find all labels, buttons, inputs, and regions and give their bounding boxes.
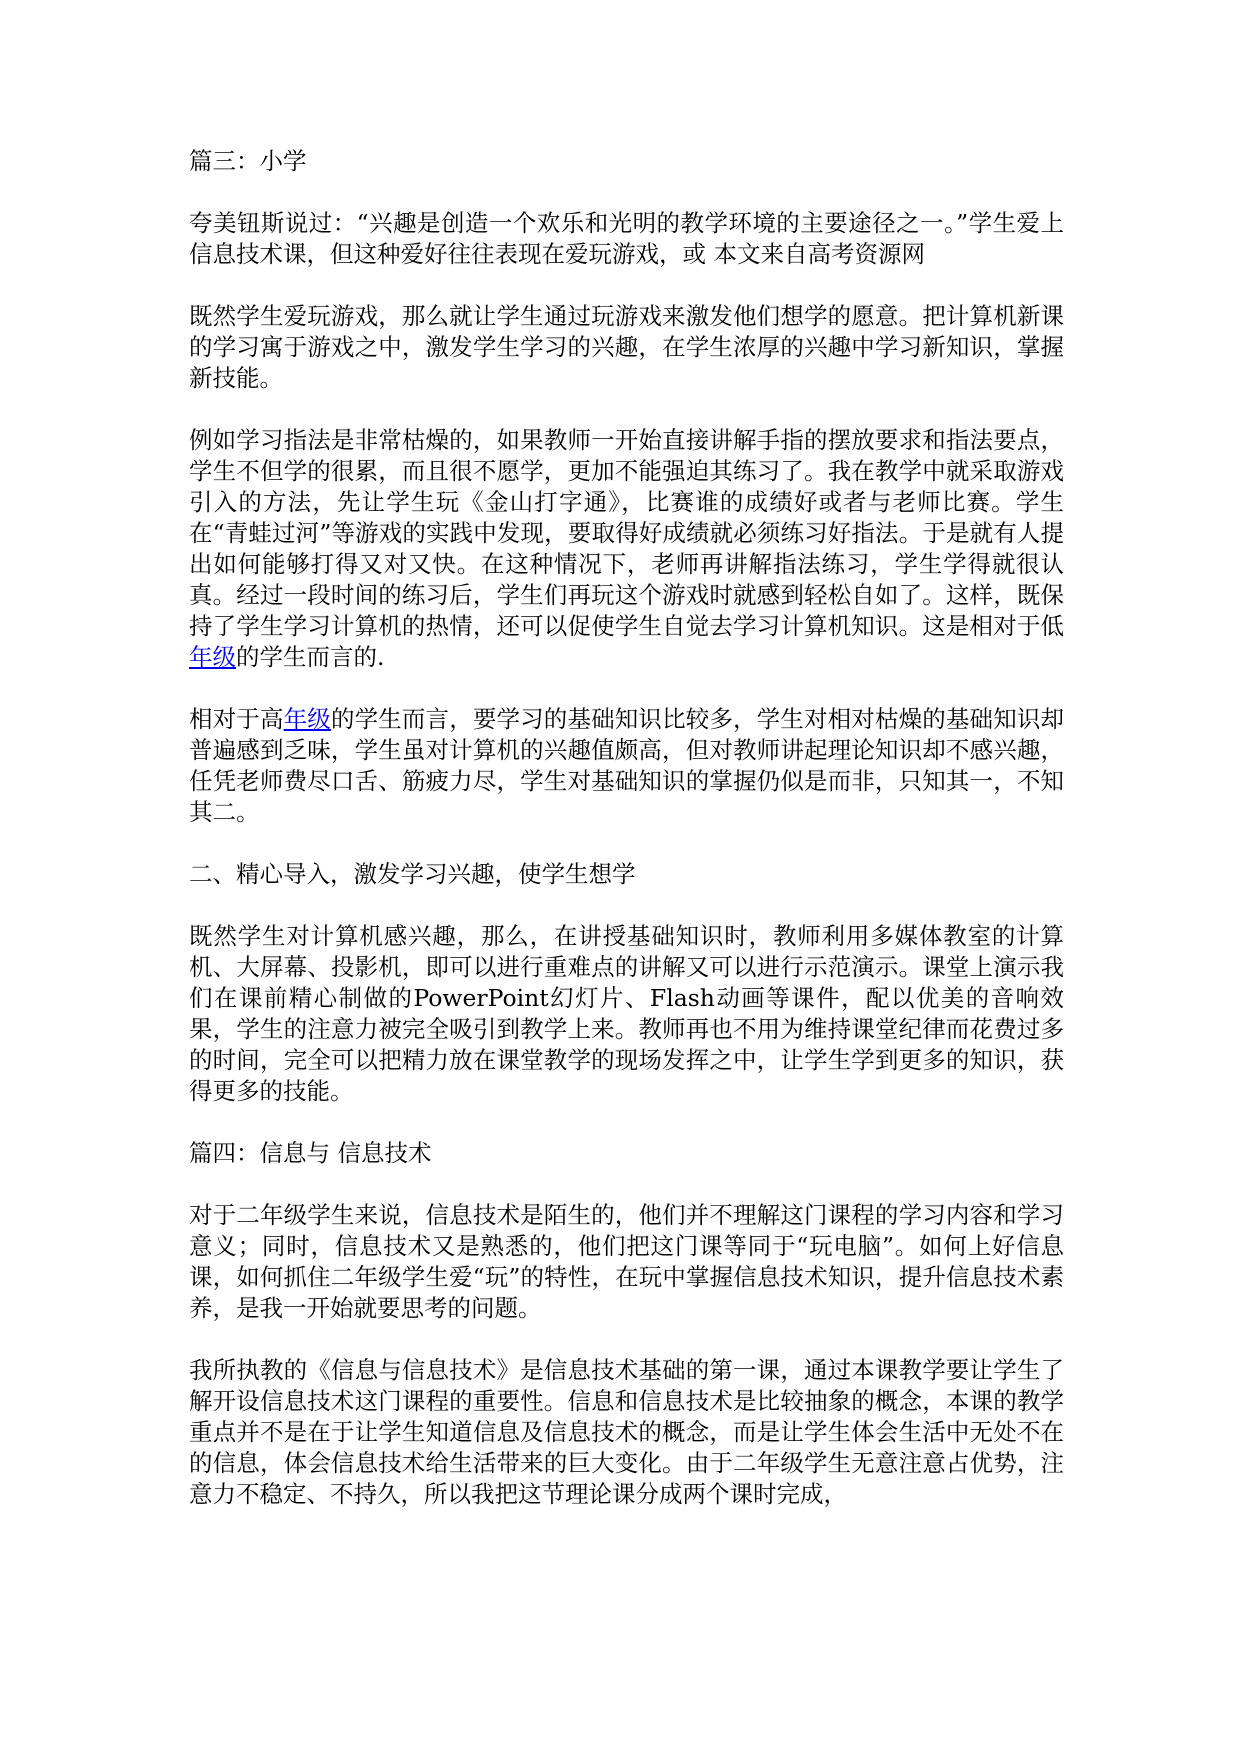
section-heading: [189, 146, 1064, 177]
text-run: 例如学习指法是非常枯燥的，如果教师一开始直接讲解手指的摆放要求和指法要点，学生不但学的很累，而且很不愿学，更加不能强迫其练习了。我在教学中就采取游戏引入的方法，先让学生玩《金山打字通》，比赛谁的成绩好或者与老师比赛。学生在“青蛙过河”等游戏的实践中发现，要取得好成绩就必须练习好指法。于是就有人提出如何能够打得又对又快。在这种情况下，老师再讲解指法练习，学生学得就很认真。经过一段时间的练习后，学生们再玩这个游戏时就感到轻松自如了。这样，既保持了学生学习计算机的热情，还可以促使学生自觉去学习计算机知识。这是相对于低: [189, 426, 1064, 640]
document-body: [189, 146, 1064, 1541]
text-run: 二、精心导入，激发学习兴趣，使学生想学: [189, 860, 636, 888]
text-run: 既然学生对计算机感兴趣，那么，在讲授基础知识时，教师利用多媒体教室的计算机、大屏幕、投影机，即可以进行重难点的讲解又可以进行示范演示。课堂上演示我们在课前精心制做的PowerPoint幻灯片、Flash动画等课件，配以优美的音响效果，学生的注意力被完全吸引到教学上来。教师再也不用为维持课堂纪律而花费过多的时间，完全可以把精力放在课堂教学的现场发挥之中，让学生学到更多的知识，获得更多的技能。: [189, 922, 1064, 1105]
text-run: 夸美钮斯说过：“兴趣是创造一个欢乐和光明的教学环境的主要途径之一。”学生爱上信息技术课，但这种爱好往往表现在爱玩游戏，或 本文来自高考资源网: [189, 209, 1064, 268]
text-run: 相对于高: [189, 705, 284, 733]
text-run: 篇三：小学: [189, 147, 307, 175]
section-heading: [189, 859, 1064, 890]
body-paragraph: [189, 425, 1064, 673]
inline-link[interactable]: 年级: [283, 705, 331, 733]
body-paragraph: [189, 208, 1064, 270]
body-paragraph: [189, 921, 1064, 1107]
text-run: 的学生而言的.: [236, 643, 385, 671]
body-paragraph: [189, 1200, 1064, 1324]
text-run: 既然学生爱玩游戏，那么就让学生通过玩游戏来激发他们想学的愿意。把计算机新课的学习寓于游戏之中，激发学生学习的兴趣，在学生浓厚的兴趣中学习新知识，掌握新技能。: [189, 302, 1064, 392]
text-run: 对于二年级学生来说，信息技术是陌生的，他们并不理解这门课程的学习内容和学习意义；同时，信息技术又是熟悉的，他们把这门课等同于“玩电脑”。如何上好信息课，如何抓住二年级学生爱“玩”的特性，在玩中掌握信息技术知识，提升信息技术素养，是我一开始就要思考的问题。: [189, 1201, 1064, 1322]
body-paragraph: [189, 704, 1064, 828]
text-run: 篇四：信息与 信息技术: [189, 1139, 432, 1167]
text-run: 的学生而言，要学习的基础知识比较多，学生对相对枯燥的基础知识却普遍感到乏味，学生虽对计算机的兴趣值颇高，但对教师讲起理论知识却不感兴趣，任凭老师费尽口舌、筋疲力尽，学生对基础知识的掌握仍似是而非，只知其一，不知其二。: [189, 705, 1065, 826]
section-heading: [189, 1138, 1064, 1169]
body-paragraph: [189, 1355, 1064, 1510]
body-paragraph: [189, 301, 1064, 394]
text-run: 我所执教的《信息与信息技术》是信息技术基础的第一课，通过本课教学要让学生了解开设信息技术这门课程的重要性。信息和信息技术是比较抽象的概念，本课的教学重点并不是在于让学生知道信息及信息技术的概念，而是让学生体会生活中无处不在的信息，体会信息技术给生活带来的巨大变化。由于二年级学生无意注意占优势，注意力不稳定、不持久，所以我把这节理论课分成两个课时完成，: [189, 1356, 1064, 1508]
inline-link[interactable]: 年级: [189, 643, 236, 671]
